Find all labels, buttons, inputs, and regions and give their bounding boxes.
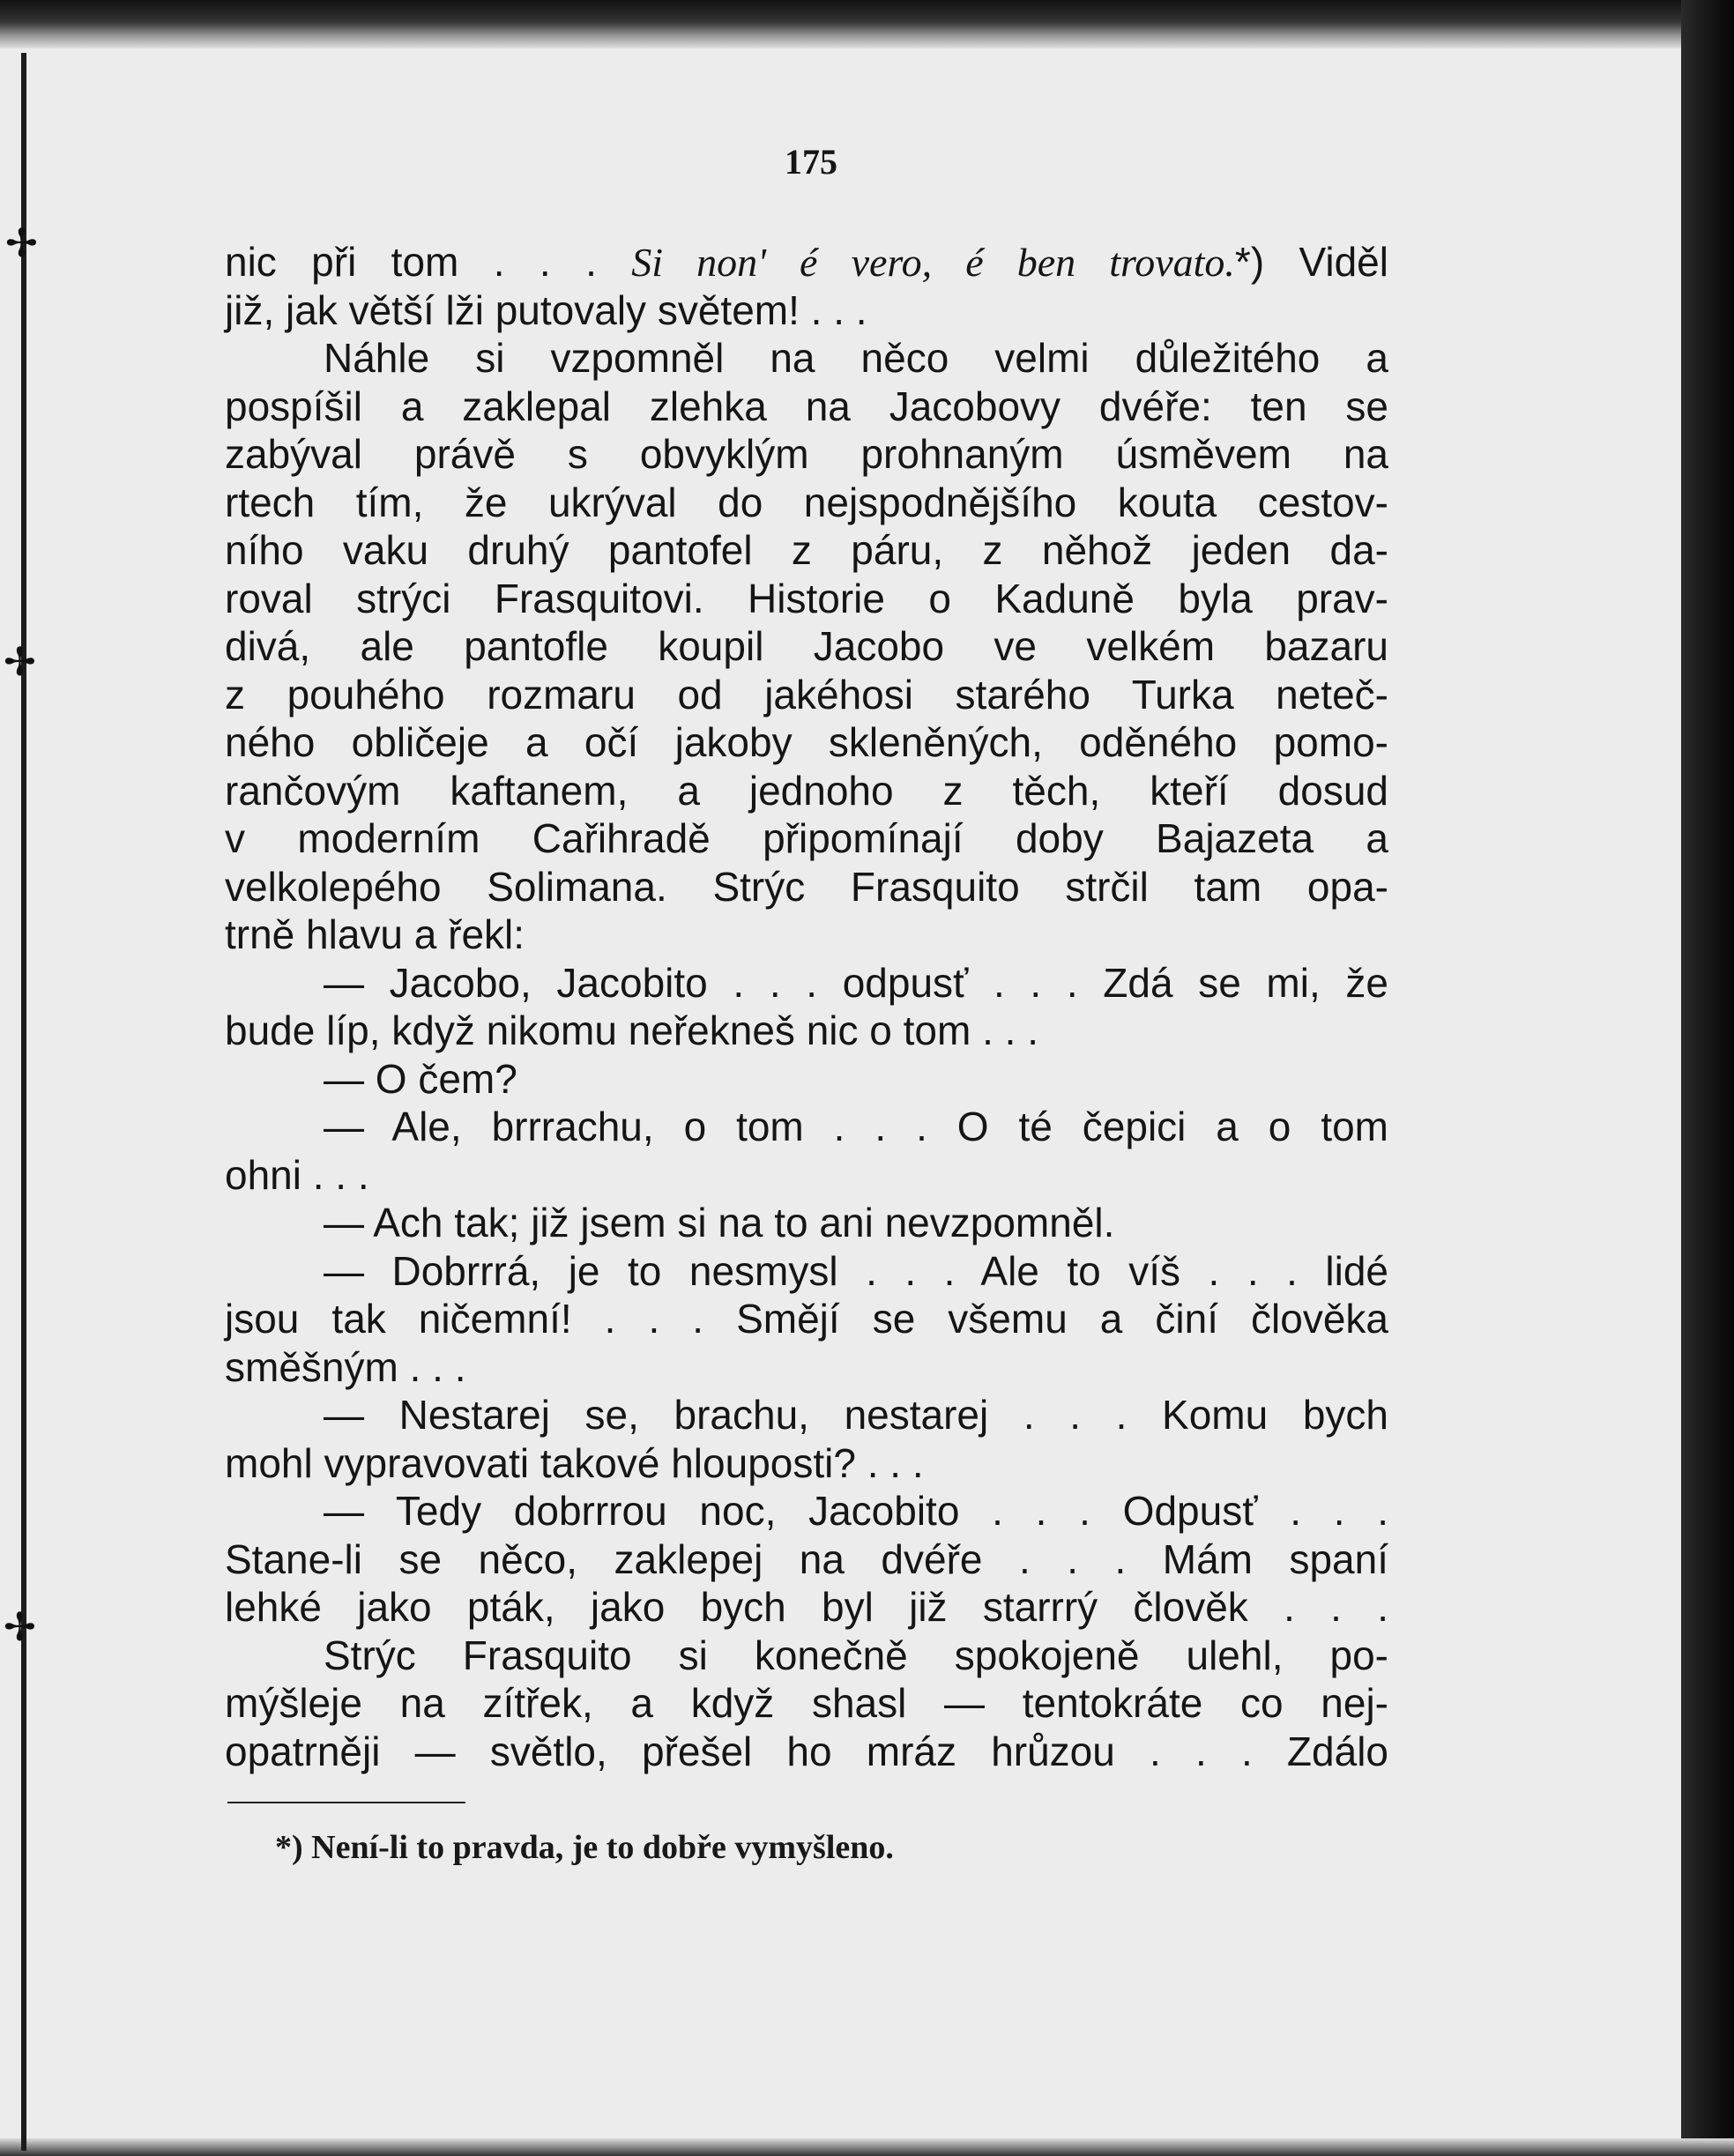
text-line: divá, ale pantofle koupil Jacobo ve velkém bazaru xyxy=(225,623,1388,669)
text-line: ného obličeje a očí jakoby skleněných, oděného pomo- xyxy=(225,719,1388,765)
text-line: ního vaku druhý pantofel z páru, z něhož jeden da- xyxy=(225,527,1388,573)
text-line: z pouhého rozmaru od jakéhosi starého Turka neteč- xyxy=(225,671,1388,717)
text-line: — Nestarej se, brachu, nestarej . . . Komu bych xyxy=(324,1392,1388,1438)
text-line xyxy=(225,238,1388,286)
text-line: Náhle si vzpomněl na něco velmi důležitého a xyxy=(324,335,1388,381)
text-line: — Ale, brrrachu, o tom . . . O té čepici a o tom xyxy=(324,1104,1388,1149)
text-line: pospíšil a zaklepal zlehka na Jacobovy dvéře: ten se xyxy=(225,383,1388,429)
text-line: opatrněji — světlo, přešel ho mráz hrůzou . . . Zdálo xyxy=(225,1728,1388,1774)
body-text xyxy=(225,238,1388,1775)
italic-quote: Si non' é vero, é ben trovato. xyxy=(631,240,1235,285)
text-line: zabýval právě s obvyklým prohnaným úsměvem na xyxy=(225,431,1388,477)
footnote-ref: *) Viděl xyxy=(1234,239,1388,285)
binding-mark-icon: ✢ xyxy=(4,1605,36,1650)
binding-mark-icon: ✢ xyxy=(5,221,38,266)
scan-bottom-edge xyxy=(0,2138,1734,2156)
page-number: 175 xyxy=(785,142,837,182)
text-line: již, jak větší lži putovaly světem! . . . xyxy=(225,286,867,333)
text-line: velkolepého Solimana. Strýc Frasquito strčil tam opa- xyxy=(225,863,1388,910)
footnote-rule xyxy=(227,1802,465,1803)
text-line: jsou tak ničemní! . . . Smějí se všemu a činí člověka xyxy=(225,1296,1388,1342)
text-line: Stane-li se něco, zaklepej na dvéře . . . Mám spaní xyxy=(225,1535,1388,1582)
footnote: *) Není-li to pravda, je to dobře vymyšleno. xyxy=(275,1829,894,1866)
text-line: mohl vypravovati takové hlouposti? . . . xyxy=(225,1439,924,1486)
scan-right-edge xyxy=(1681,0,1734,2156)
binding-edge xyxy=(21,53,26,2151)
text-line: trně hlavu a řekl: xyxy=(225,911,525,957)
text-line: rančovým kaftanem, a jednoho z těch, kteří dosud xyxy=(225,767,1388,814)
text-line: v moderním Cařihradě připomínají doby Bajazeta a xyxy=(225,815,1388,861)
text-line: — Ach tak; již jsem si na to ani nevzpomněl. xyxy=(324,1200,1115,1245)
text-line: — O čem? xyxy=(324,1055,517,1102)
scan-top-edge xyxy=(0,0,1734,48)
text-line: rtech tím, že ukrýval do nejspodnějšího kouta cestov- xyxy=(225,479,1388,525)
text-line: mýšleje na zítřek, a když shasl — tentokráte co nej- xyxy=(225,1680,1388,1726)
text-line: — Jacobo, Jacobito . . . odpusť . . . Zdá se mi, že xyxy=(324,959,1388,1006)
text-line: — Dobrrrá, je to nesmysl . . . Ale to víš . . . lidé xyxy=(324,1247,1388,1294)
text-segment: nic při tom . . . xyxy=(225,239,632,285)
text-line: bude líp, když nikomu neřekneš nic o tom . . . xyxy=(225,1007,1039,1053)
text-line: Strýc Frasquito si konečně spokojeně ulehl, po- xyxy=(324,1632,1388,1678)
text-line: lehké jako pták, jako bych byl již starrrý člověk . . . xyxy=(225,1584,1388,1630)
text-line: ohni . . . xyxy=(225,1151,369,1198)
text-line: roval strýci Frasquitovi. Historie o Kaduně byla prav- xyxy=(225,575,1388,621)
text-line: — Tedy dobrrrou noc, Jacobito . . . Odpusť . . . xyxy=(324,1488,1388,1534)
binding-mark-icon: ✢ xyxy=(4,640,36,685)
text-line: směšným . . . xyxy=(225,1343,466,1390)
